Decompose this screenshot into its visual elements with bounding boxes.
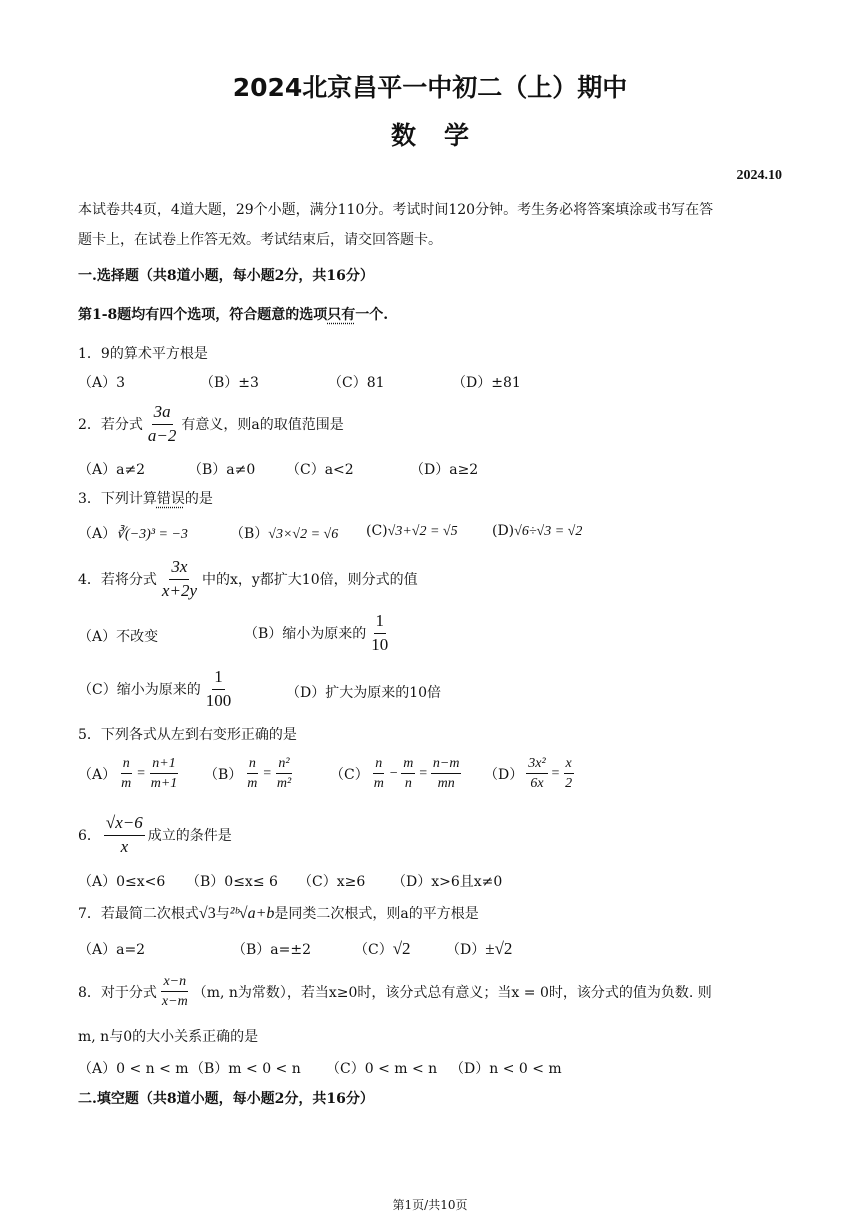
q2-numerator: 3a [152, 403, 173, 425]
q5-d-frac-left [526, 756, 547, 792]
q7-option-d [446, 939, 512, 959]
q4-fraction [160, 558, 199, 600]
q5-c-label: （C） [330, 766, 369, 783]
q5-stem: 5．下列各式从左到右变形正确的是 [78, 727, 297, 743]
q6-stem [78, 814, 232, 856]
q5-c-equals: = [418, 765, 428, 781]
q5-b-l-den: m [247, 776, 258, 792]
q5-d-label: （D） [484, 766, 524, 783]
q5-d-r-num: x [564, 756, 574, 774]
q5-d-r-den: 2 [565, 776, 573, 792]
q8-option-c: （C）0 < m < n [326, 1061, 438, 1077]
q3-c-expr: √3+√2 = √5 [387, 524, 458, 539]
q3-option-c [366, 523, 458, 540]
exam-date: 2024.10 [736, 168, 782, 183]
q1-option-a: （A）3 [78, 375, 126, 391]
q1-stem: 1．9的算术平方根是 [78, 346, 208, 362]
q2-post: 有意义，则a的取值范围是 [181, 417, 344, 434]
note-after: 一个. [355, 307, 389, 323]
q2-option-a: （A）a≠2 [78, 462, 146, 478]
page-footer: 第1页/共10页 [392, 1198, 468, 1212]
q5-a-frac-left [119, 756, 133, 792]
q6-option-c: （C）x≥6 [298, 874, 366, 890]
q5-a-label: （A） [78, 766, 117, 783]
q4-option-a: （A）不改变 [78, 629, 159, 645]
q5-b-frac-right [275, 756, 293, 792]
q4-c-fraction [204, 668, 234, 710]
q2-pre: 2．若分式 [78, 417, 143, 434]
q3-option-a [78, 523, 188, 543]
q7-stem [78, 903, 479, 923]
q8-option-b: （B）m < 0 < n [190, 1061, 301, 1077]
q5-d-equals: = [550, 765, 561, 781]
q5-a-r-num: n+1 [150, 756, 177, 774]
q7-post: 是同类二次根式，则a的平方根是 [274, 906, 479, 922]
q5-d-l-num: 3x² [526, 756, 547, 774]
q1-option-c: （C）81 [328, 375, 385, 391]
intro-line-2: 题卡上，在试卷上作答无效。考试结束后，请交回答题卡。 [78, 232, 442, 248]
q2-stem [78, 403, 344, 445]
q3-c-label: (C) [366, 523, 388, 539]
q7-option-c [354, 939, 411, 959]
q3-b-expr: √3×√2 = √6 [268, 527, 339, 542]
q4-pre: 4．若将分式 [78, 572, 157, 589]
q5-b-l-num: n [247, 756, 258, 774]
q7-pre: 7．若最简二次根式 [78, 906, 199, 922]
q4-c-numerator: 1 [212, 668, 225, 690]
section1-note [78, 304, 388, 324]
q7-c-label: （C） [354, 942, 393, 958]
q5-a-frac-right [149, 756, 180, 792]
q8-denominator: x−m [161, 994, 188, 1010]
q8-fraction [160, 974, 190, 1010]
q6-denominator: x [120, 836, 129, 856]
q4-b-numerator: 1 [374, 612, 387, 634]
q5-c-3-num: n−m [431, 756, 462, 774]
q8-post: （m, n为常数），若当x≥0时，该分式总有意义；当x = 0时，该分式的值为负数. 则 [192, 984, 712, 1001]
q3-d-label: (D) [492, 523, 515, 539]
q3-a-expr: ∛(−3)³ = −3 [116, 527, 188, 542]
q4-b-denominator: 10 [371, 634, 389, 654]
q5-c-3-den: mn [437, 776, 455, 792]
q5-b-r-num: n² [276, 756, 291, 774]
q6-option-b: （B）0≤x≤ 6 [186, 874, 278, 890]
q3-post: 的是 [184, 491, 213, 507]
q5-option-d [484, 756, 577, 792]
q7-d-expr: ±√2 [485, 939, 513, 958]
q5-b-equals: = [262, 765, 272, 781]
q6-pre: 6． [78, 828, 101, 845]
q7-d-label: （D） [446, 942, 486, 958]
q4-option-b [244, 612, 393, 654]
q8-option-d: （D）n < 0 < m [450, 1061, 562, 1077]
q3-b-label: （B） [230, 526, 269, 542]
q3-option-b [230, 523, 338, 543]
q2-fraction [146, 403, 178, 445]
q6-option-d: （D）x>6且x≠0 [392, 874, 503, 890]
q6-option-a: （A）0≤x<6 [78, 874, 166, 890]
q6-post: 成立的条件是 [147, 828, 232, 845]
q8-pre: 8．对于分式 [78, 984, 157, 1001]
q4-denominator: x+2y [161, 580, 197, 600]
q2-option-c: （C）a<2 [286, 462, 354, 478]
q5-b-frac-left [245, 756, 259, 792]
q5-option-c [330, 756, 464, 792]
q5-c-frac-2 [401, 756, 415, 792]
q4-numerator: 3x [169, 558, 189, 580]
q5-a-r-den: m+1 [150, 776, 178, 792]
q4-option-c [78, 668, 236, 710]
q5-c-frac-3 [431, 756, 462, 792]
q3-emphasis: 错误 [156, 491, 185, 507]
note-emphasis: 只有 [327, 307, 356, 323]
q7-mid: 与 [215, 906, 230, 922]
q5-c-2-den: n [404, 776, 412, 792]
q5-a-l-num: n [121, 756, 132, 774]
q5-d-frac-right [563, 756, 574, 792]
q1-option-b: （B）±3 [200, 375, 259, 391]
q2-option-d: （D）a≥2 [410, 462, 479, 478]
q4-post: 中的x，y都扩大10倍，则分式的值 [201, 572, 418, 589]
q7-radical-2: ²ᵇ√a+b [229, 905, 275, 922]
q8-option-a: （A）0 < n < m [78, 1061, 189, 1077]
q8-stem-line-2: m, n与0的大小关系正确的是 [78, 1029, 259, 1045]
intro-line-1: 本试卷共4页，4道大题，29个小题，满分110分。考试时间120分钟。考生务必将答案填涂或书写在答 [78, 202, 714, 218]
q4-b-fraction [369, 612, 390, 654]
q8-numerator: x−n [161, 974, 188, 992]
q5-c-2-num: m [401, 756, 415, 774]
q5-b-label: （B） [204, 766, 243, 783]
subject-title: 数学 [390, 121, 497, 150]
q5-c-minus: − [388, 765, 399, 781]
q5-c-1-num: n [373, 756, 384, 774]
q4-stem [78, 558, 418, 600]
q5-option-b [204, 756, 296, 792]
q7-radical-1: √3 [198, 905, 216, 922]
q5-d-l-den: 6x [530, 776, 544, 792]
q7-option-a: （A）a=2 [78, 942, 146, 958]
q6-numerator: √x−6 [104, 814, 145, 836]
q8-stem [78, 974, 712, 1010]
q5-c-frac-1 [372, 756, 386, 792]
q5-option-a [78, 756, 182, 792]
q3-stem [78, 488, 213, 508]
q2-option-b: （B）a≠0 [188, 462, 256, 478]
q5-c-1-den: m [373, 776, 384, 792]
q2-denominator: a−2 [147, 425, 177, 445]
q4-c-denominator: 100 [205, 690, 232, 710]
q6-fraction [104, 814, 145, 856]
note-before: 第1-8题均有四个选项，符合题意的选项 [78, 307, 328, 323]
q4-c-pre: （C）缩小为原来的 [78, 682, 201, 699]
q5-a-l-den: m [121, 776, 132, 792]
q5-b-r-den: m² [276, 776, 292, 792]
page-title: 2024北京昌平一中初二（上）期中 [232, 73, 628, 102]
q7-c-expr: √2 [392, 939, 411, 958]
q4-option-d: （D）扩大为原来的10倍 [286, 685, 442, 701]
q3-option-d [492, 523, 582, 540]
q7-option-b: （B）a=±2 [232, 942, 312, 958]
section1-heading: 一.选择题（共8道小题，每小题2分，共16分） [78, 268, 374, 284]
q3-pre: 3．下列计算 [78, 491, 157, 507]
q5-a-equals: = [136, 765, 146, 781]
q4-b-pre: （B）缩小为原来的 [244, 626, 367, 643]
q3-a-label: （A） [78, 526, 117, 542]
q3-d-expr: √6÷√3 = √2 [514, 524, 583, 539]
q1-option-d: （D）±81 [452, 375, 521, 391]
section2-heading: 二.填空题（共8道小题，每小题2分，共16分） [78, 1091, 374, 1107]
